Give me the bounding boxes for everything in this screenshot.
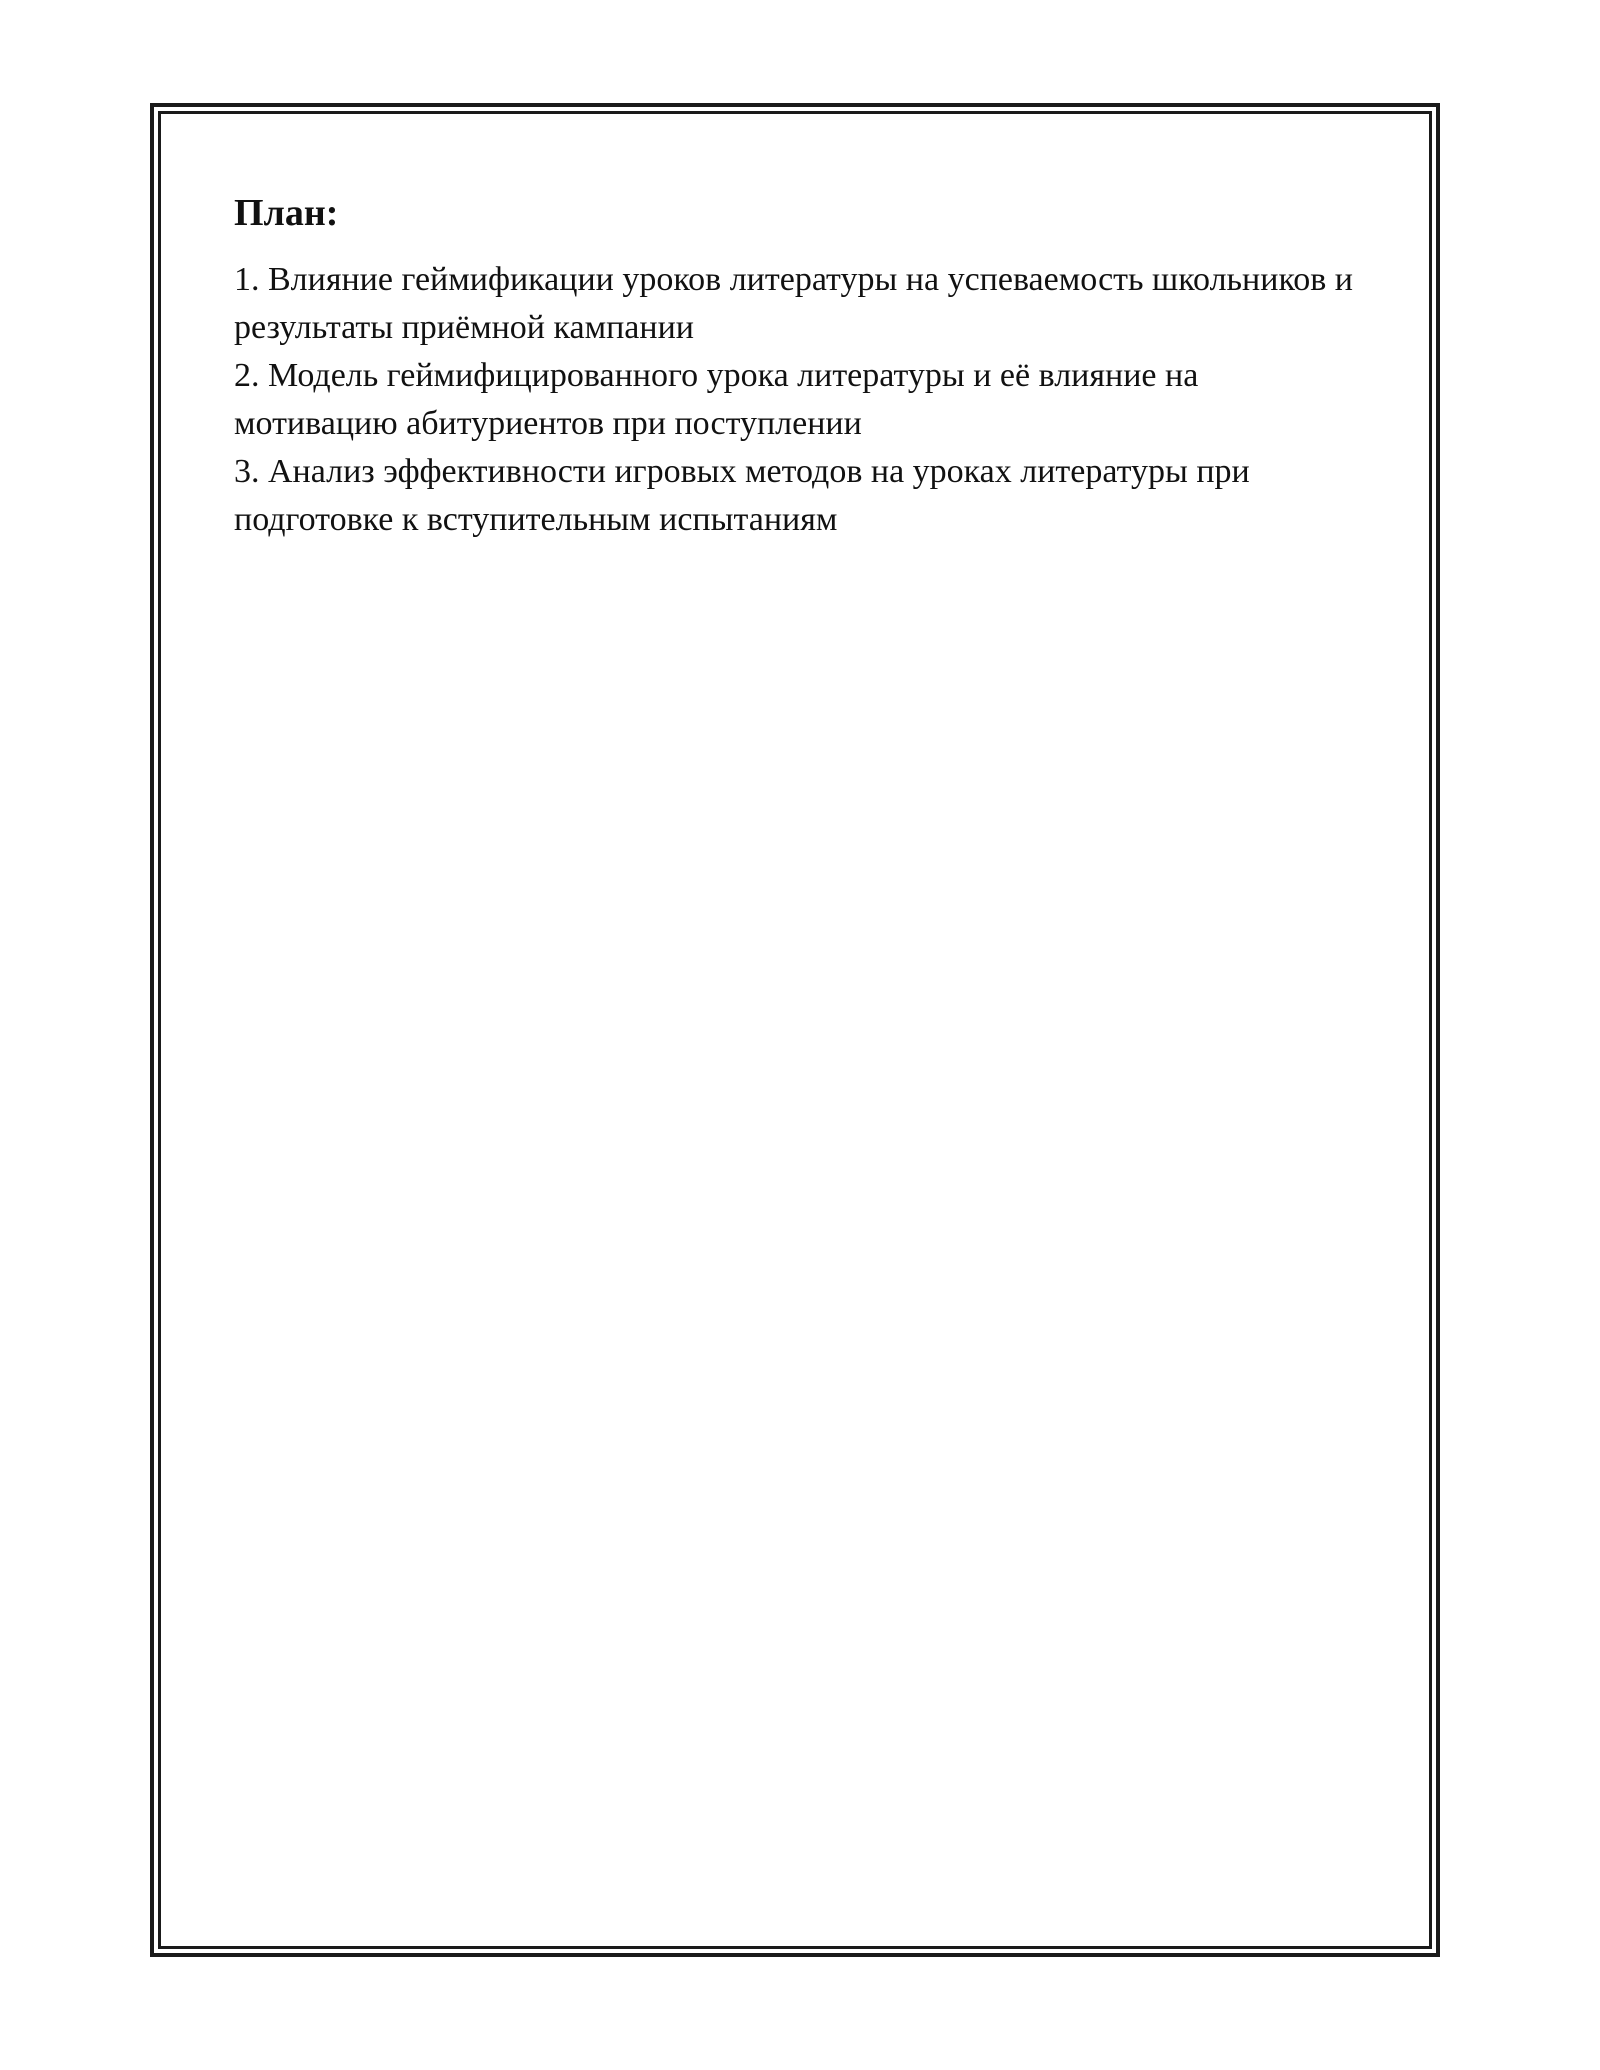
plan-heading: План: (234, 192, 339, 234)
plan-item-2: 2. Модель геймифицированного урока литературы и её влияние на мотивацию абитуриентов при поступлении (234, 357, 1199, 442)
plan-list (234, 256, 1364, 544)
plan-item-1: 1. Влияние геймификации уроков литературы на успеваемость школьников и результаты приёмной кампании (234, 261, 1353, 346)
page-content (234, 186, 1364, 544)
plan-item-3: 3. Анализ эффективности игровых методов на уроках литературы при подготовке к вступительным испытаниям (234, 453, 1250, 538)
